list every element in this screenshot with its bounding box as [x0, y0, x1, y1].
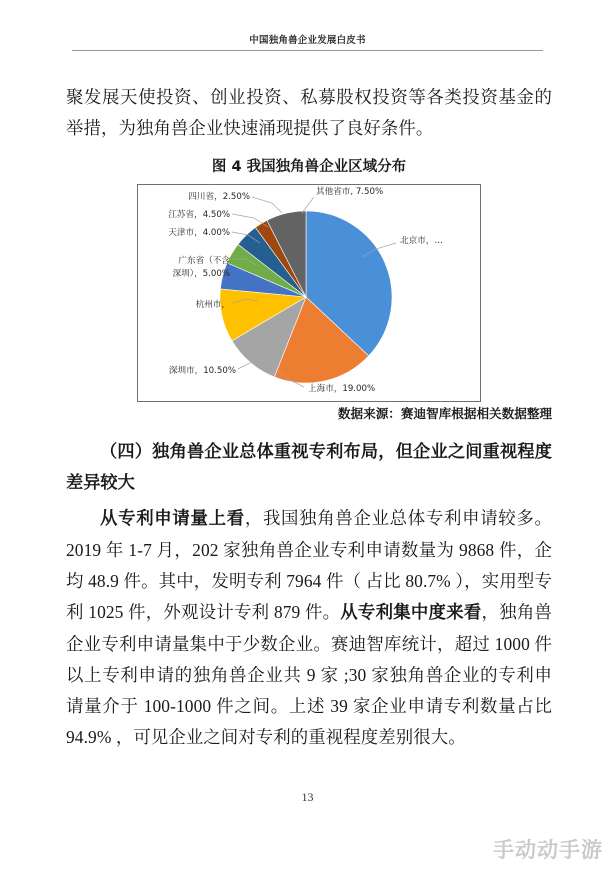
figure-caption: 图 4 我国独角兽企业区域分布: [211, 159, 407, 175]
pie-slice-label: 北京市，…: [400, 236, 443, 246]
figure-data-source: 数据来源：赛迪智库根据相关数据整理: [337, 406, 552, 421]
body-lead-bold: 从专利申请量上看: [100, 509, 245, 529]
pie-slice-label: 上海市，19.00%: [308, 384, 376, 394]
chart-frame: [137, 184, 481, 402]
pie-slice-label: 深圳市，10.50%: [168, 366, 236, 376]
body-bold-2: 从专利集中度来看: [340, 603, 482, 623]
paragraph-intro: 聚发展天使投资、创业投资、私募股权投资等各类投资基金的举措，为独角兽企业快速涌现提供了良好条件。: [66, 87, 552, 138]
pie-slice-label: 江苏省，4.50%: [168, 210, 230, 220]
header-divider: [72, 50, 543, 51]
paragraph-body: [66, 503, 552, 753]
pie-slice-label: 四川省，2.50%: [188, 192, 250, 202]
section-heading: （四）独角兽企业总体重视专利布局，但企业之间重视程度差异较大: [66, 442, 552, 493]
pie-leader-line: [252, 197, 282, 213]
pie-slice-label: 广东省（不含深圳），5.00%: [172, 256, 230, 279]
pie-slice-label: 其他省市, 7.50%: [316, 187, 384, 197]
pie-leader-line: [302, 197, 314, 213]
figure-region-distribution: [66, 155, 552, 402]
body-text-part2: ，独角兽企业专利申请量集中于少数企业。赛迪智库统计，超过 1000 件以上专利申请的独角兽企业共 9 家 ;30 家独角兽企业的专利申请量介于 100-1000 件之间。上述 39 家企业申请专利数量占比 94.9% ，可见企业之间对专利的重视程度差别很大。: [66, 602, 552, 747]
pie-chart: [138, 185, 480, 401]
pie-slice-label: 天津市，4.00%: [168, 228, 230, 238]
pie-slice-label: 杭州市，: [195, 300, 230, 310]
page-number: 13: [301, 790, 314, 804]
pie-slices: [220, 211, 392, 383]
watermark: 手动动手游: [493, 838, 603, 862]
body-text-part1: ，我国独角兽企业总体专利申请较多。2019 年 1-7 月，202 家独角兽企业专利申请数量为 9868 件，企均 48.9 件。其中，发明专利 7964 件（ 占比 80.7% ），实用型专利 1025 件，外观设计专利 879 件。: [66, 508, 552, 622]
running-header-title: 中国独角兽企业发展白皮书: [249, 35, 366, 46]
